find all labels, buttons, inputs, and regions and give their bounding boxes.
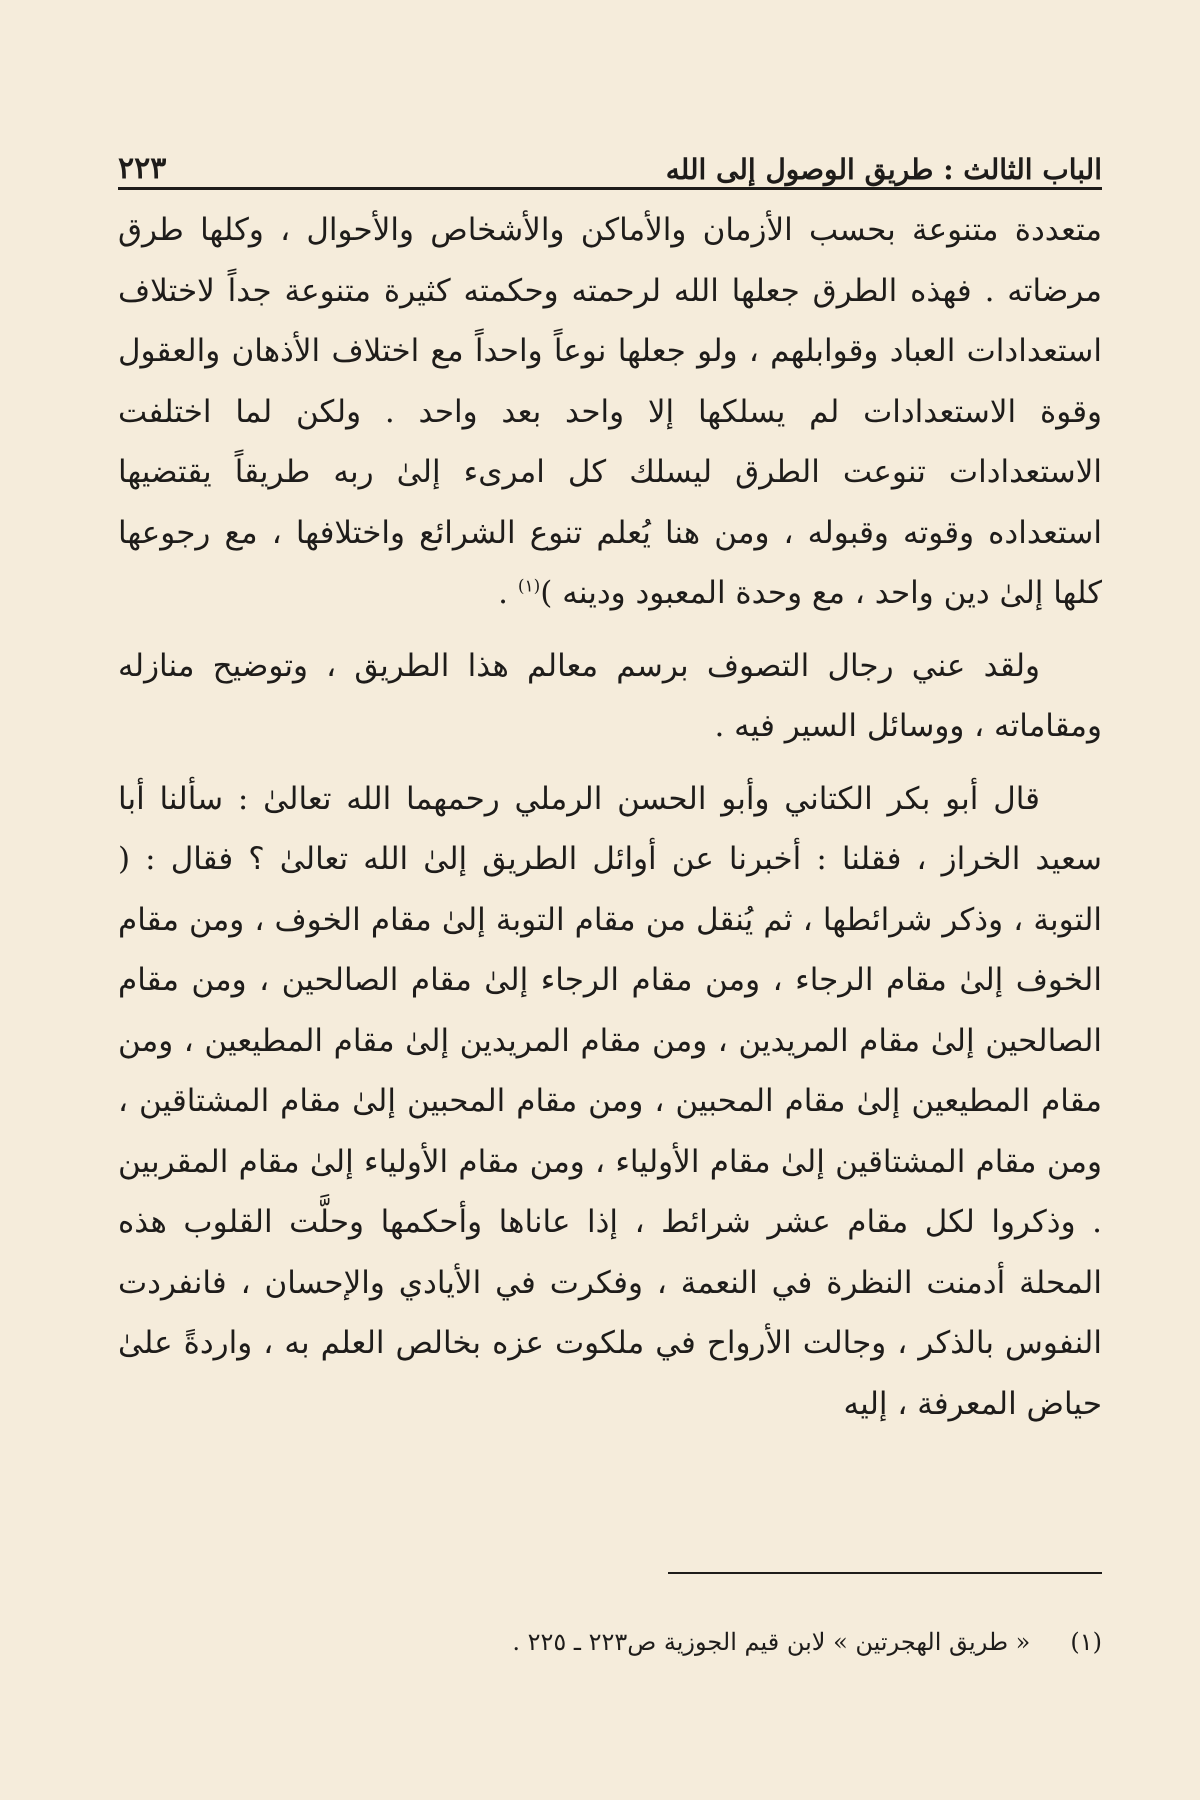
running-head: الباب الثالث : طريق الوصول إلى الله (665, 153, 1102, 186)
paragraph-1-text: متعددة متنوعة بحسب الأزمان والأماكن والأشخاص والأحوال ، وكلها طرق مرضاته . فهذه الطرق جعلها الله لرحمته وحكمته كثيرة متنوعة جداً لاختلاف استعدادات العباد وقوابلهم ، ولو جعلها نوعاً واحداً مع اختلاف الأذهان والعقول وقوة الاستعدادات لم يسلكها إلا واحد بعد واحد . ولكن لما اختلفت الاستعدادات تنوعت الطرق ليسلك كل امرىء إلىٰ ربه طريقاً يقتضيها استعداده وقوته وقبوله ، ومن هنا يُعلم تنوع الشرائع واختلافها ، مع رجوعها كلها إلىٰ دين واحد ، مع وحدة المعبود ودينه ) (118, 212, 1102, 611)
page-number: ٢٢٣ (118, 151, 167, 186)
body-text (118, 200, 1102, 1434)
paragraph-1-tail: . (498, 575, 518, 611)
paragraph-2: ولقد عني رجال التصوف برسم معالم هذا الطريق ، وتوضيح منازله ومقاماته ، ووسائل السير فيه . (118, 647, 1102, 744)
paragraph-1 (118, 200, 1102, 624)
footnote (118, 1624, 1102, 1660)
footnote-rule (668, 1572, 1102, 1574)
header-rule (118, 187, 1102, 190)
footnote-number: (١) (1070, 1628, 1102, 1656)
page-header (118, 138, 1102, 186)
paragraph-3: قال أبو بكر الكتاني وأبو الحسن الرملي رحمهما الله تعالىٰ : سألنا أبا سعيد الخراز ، فقلنا : أخبرنا عن أوائل الطريق إلىٰ الله تعالىٰ ؟ فقال : ( التوبة ، وذكر شرائطها ، ثم يُنقل من مقام التوبة إلىٰ مقام الخوف ، ومن مقام الخوف إلىٰ مقام الرجاء ، ومن مقام الرجاء إلىٰ مقام الصالحين ، ومن مقام الصالحين إلىٰ مقام المريدين ، ومن مقام المريدين إلىٰ مقام المطيعين ، ومن مقام المطيعين إلىٰ مقام المحبين ، ومن مقام المحبين إلىٰ مقام المشتاقين ، ومن مقام المشتاقين إلىٰ مقام الأولياء ، ومن مقام الأولياء إلىٰ مقام المقربين . وذكروا لكل مقام عشر شرائط ، إذا عاناها وأحكمها وحلَّت القلوب هذه المحلة أدمنت النظرة في النعمة ، وفكرت في الأيادي والإحسان ، فانفردت النفوس بالذكر ، وجالت الأرواح في ملكوت عزه بخالص العلم به ، واردةً علىٰ حياض المعرفة ، إليه (118, 780, 1102, 1422)
footnote-reference[interactable]: (١) (517, 576, 541, 597)
footnote-text: « طريق الهجرتين » لابن قيم الجوزية ص٢٢٣ ـ ٢٢٥ . (512, 1628, 1031, 1656)
